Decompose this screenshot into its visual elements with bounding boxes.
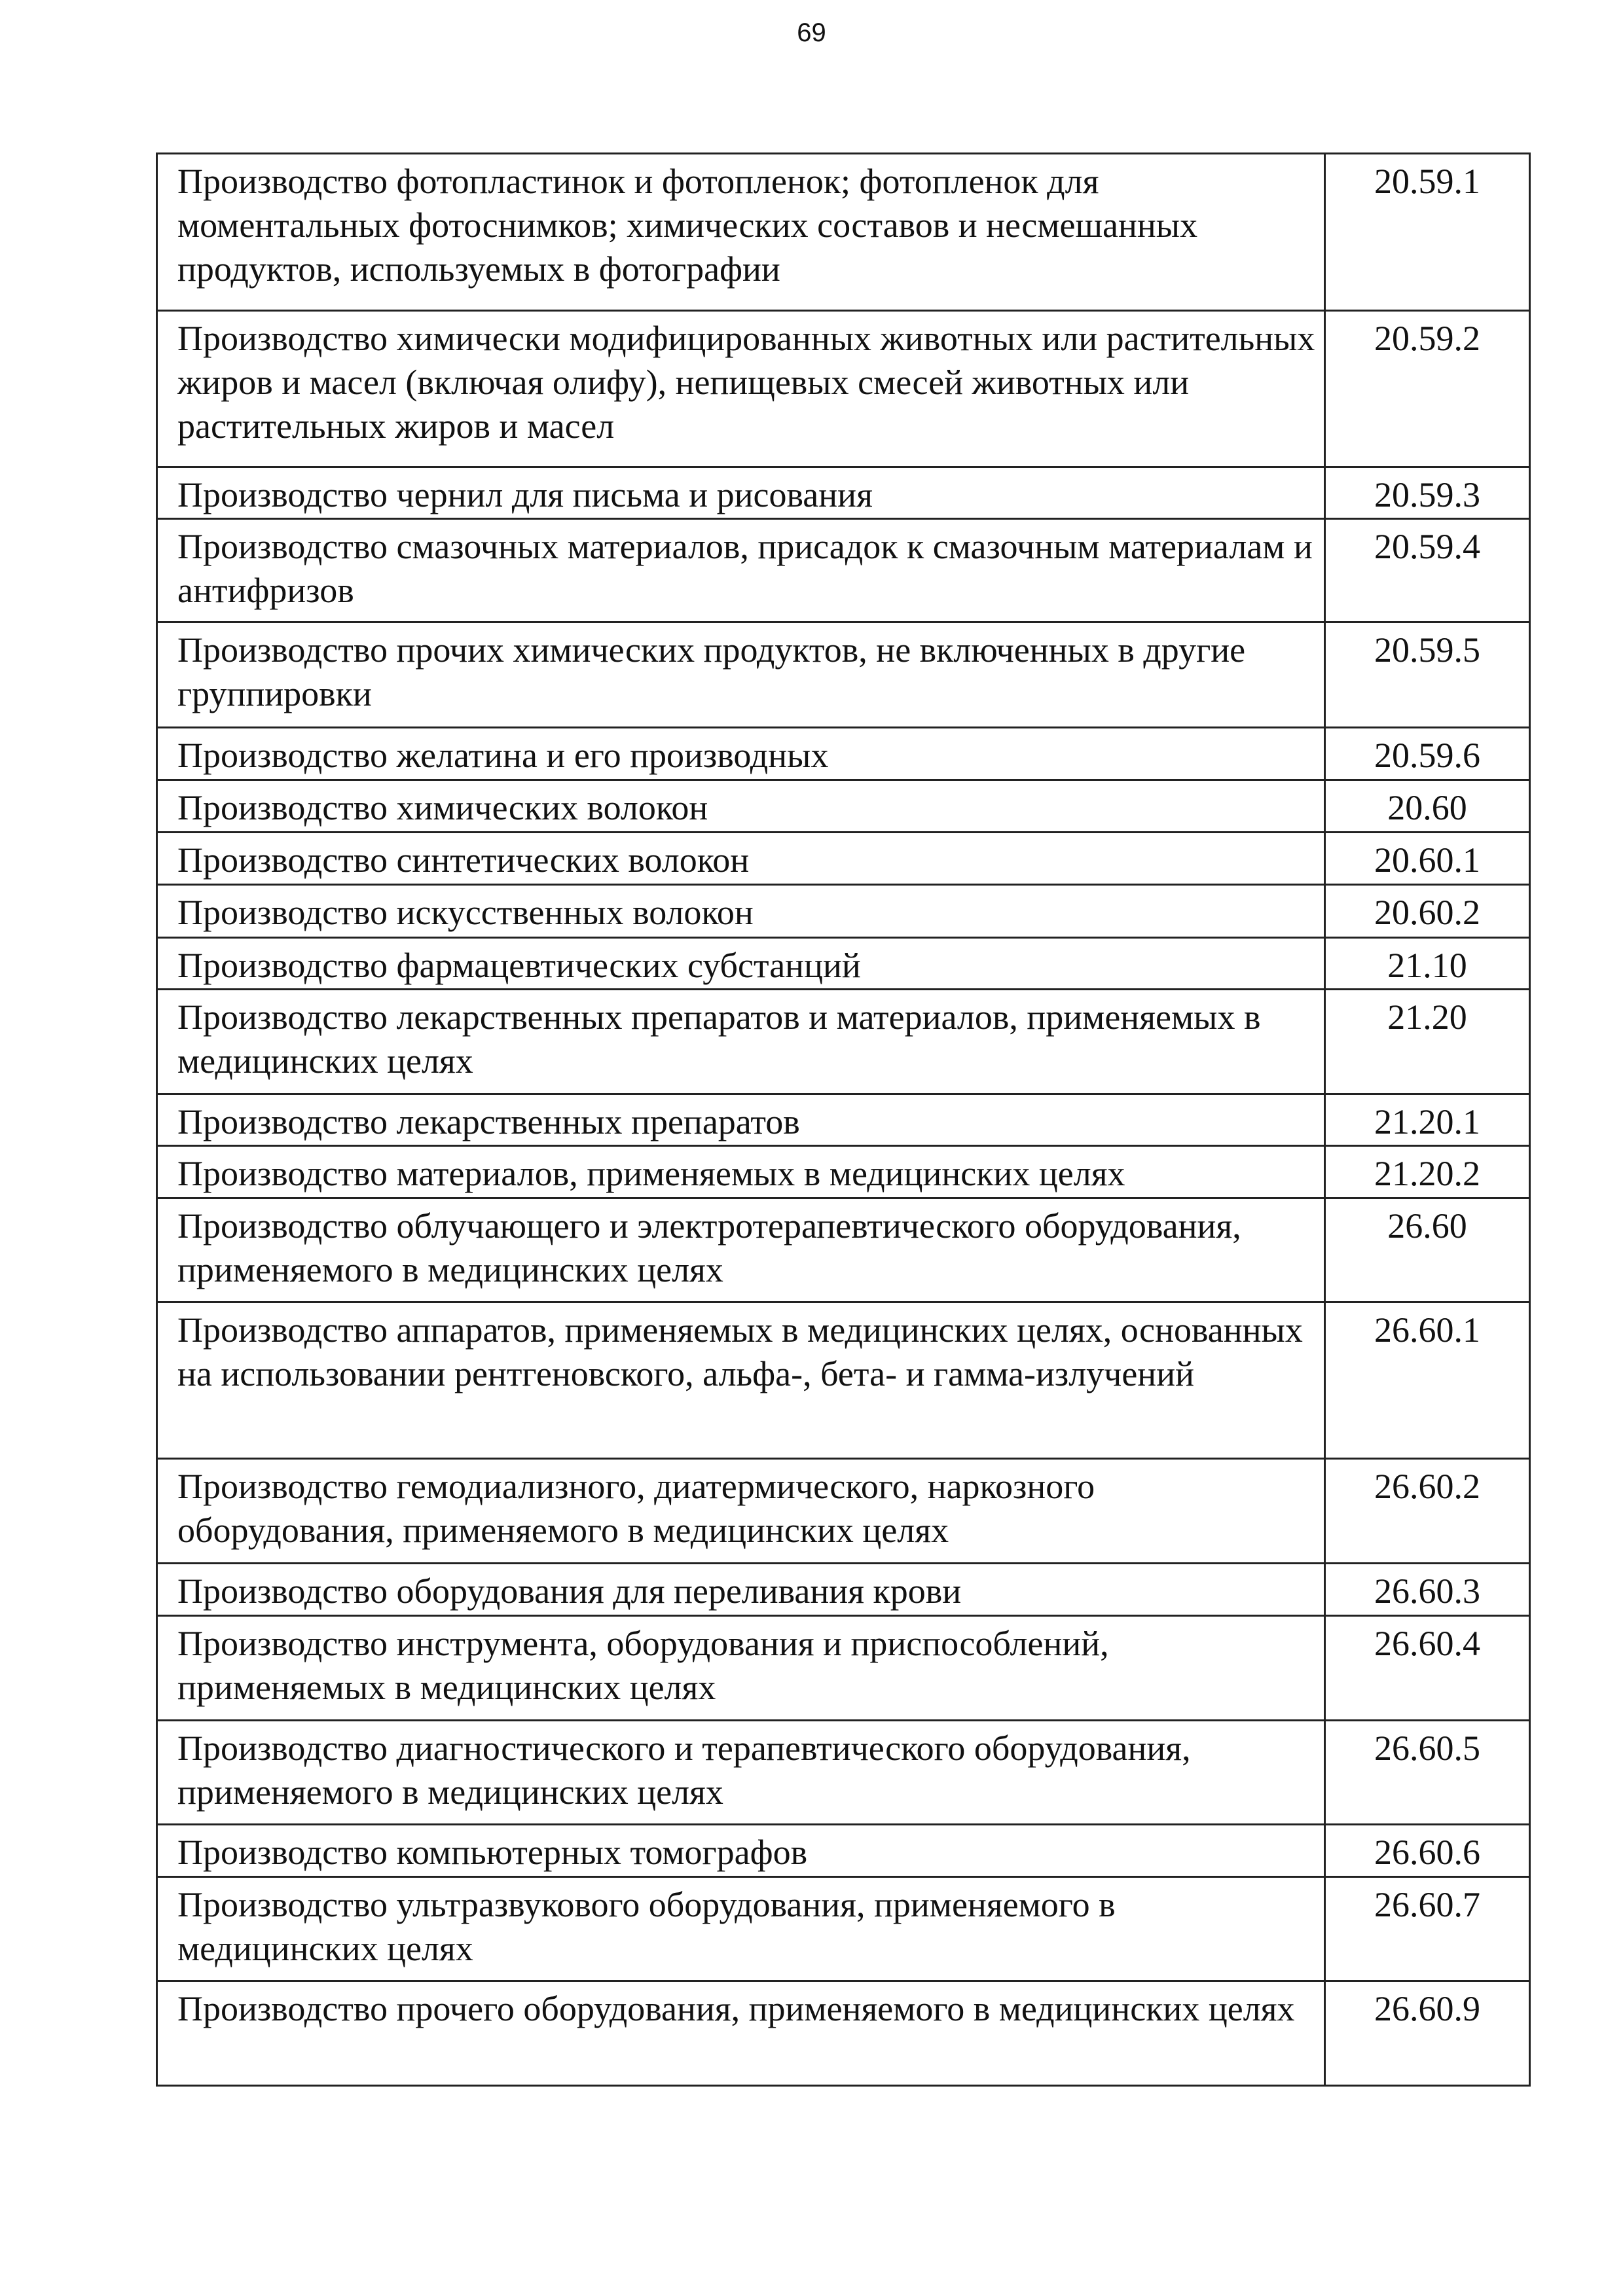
activity-name-cell: Производство синтетических волокон	[157, 833, 1325, 885]
activity-code-cell: 20.59.6	[1325, 728, 1530, 780]
activity-code-cell: 26.60.1	[1325, 1302, 1530, 1459]
activity-name-cell: Производство лекарственных препаратов и материалов, применяемых в медицинских целях	[157, 990, 1325, 1094]
activity-code-cell: 21.20.1	[1325, 1094, 1530, 1146]
table-row	[157, 467, 1530, 519]
table-row	[157, 1877, 1530, 1981]
table-row	[157, 1825, 1530, 1877]
activity-code-cell: 26.60	[1325, 1198, 1530, 1302]
activity-code-cell: 20.60	[1325, 780, 1530, 833]
table-row	[157, 1564, 1530, 1616]
activity-code-cell: 26.60.5	[1325, 1721, 1530, 1825]
activity-code-cell: 26.60.2	[1325, 1459, 1530, 1564]
activity-name-cell: Производство аппаратов, применяемых в медицинских целях, основанных на использовании рентгеновского, альфа-, бета- и гамма-излучений	[157, 1302, 1325, 1459]
activity-code-cell: 20.59.1	[1325, 154, 1530, 311]
activity-name-cell: Производство смазочных материалов, присадок к смазочным материалам и антифризов	[157, 519, 1325, 622]
activity-code-cell: 21.20.2	[1325, 1146, 1530, 1198]
activity-name-cell: Производство материалов, применяемых в медицинских целях	[157, 1146, 1325, 1198]
activity-code-cell: 20.59.2	[1325, 311, 1530, 467]
activity-code-cell: 20.59.4	[1325, 519, 1530, 622]
activity-name-cell: Производство ультразвукового оборудования, применяемого в медицинских целях	[157, 1877, 1325, 1981]
table-row	[157, 1302, 1530, 1459]
activity-name-cell: Производство желатина и его производных	[157, 728, 1325, 780]
activity-code-cell: 26.60.6	[1325, 1825, 1530, 1877]
table-row	[157, 311, 1530, 467]
activity-name-cell: Производство компьютерных томографов	[157, 1825, 1325, 1877]
activity-name-cell: Производство инструмента, оборудования и приспособлений, применяемых в медицинских целях	[157, 1616, 1325, 1721]
activity-name-cell: Производство фармацевтических субстанций	[157, 938, 1325, 990]
activity-name-cell: Производство искусственных волокон	[157, 885, 1325, 938]
activity-name-cell: Производство облучающего и электротерапевтического оборудования, применяемого в медицинских целях	[157, 1198, 1325, 1302]
table-row	[157, 728, 1530, 780]
table-row	[157, 990, 1530, 1094]
table-row	[157, 154, 1530, 311]
activity-name-cell: Производство прочих химических продуктов, не включенных в другие группировки	[157, 622, 1325, 728]
table-row	[157, 780, 1530, 833]
activity-code-cell: 20.59.3	[1325, 467, 1530, 519]
table-row	[157, 1616, 1530, 1721]
page-number: 69	[797, 18, 826, 47]
activity-code-cell: 20.60.2	[1325, 885, 1530, 938]
activity-name-cell: Производство диагностического и терапевтического оборудования, применяемого в медицинских целях	[157, 1721, 1325, 1825]
table-row	[157, 885, 1530, 938]
activity-code-cell: 26.60.4	[1325, 1616, 1530, 1721]
table-row	[157, 622, 1530, 728]
activity-name-cell: Производство оборудования для переливания крови	[157, 1564, 1325, 1616]
activity-name-cell: Производство лекарственных препаратов	[157, 1094, 1325, 1146]
activity-code-table	[156, 152, 1531, 2087]
activity-name-cell: Производство чернил для письма и рисования	[157, 467, 1325, 519]
activity-code-cell: 20.60.1	[1325, 833, 1530, 885]
activity-code-cell: 20.59.5	[1325, 622, 1530, 728]
table-row	[157, 1981, 1530, 2086]
table-row	[157, 833, 1530, 885]
table-row	[157, 1198, 1530, 1302]
table-row	[157, 1721, 1530, 1825]
table-row	[157, 1146, 1530, 1198]
activity-name-cell: Производство химических волокон	[157, 780, 1325, 833]
table-row	[157, 519, 1530, 622]
activity-name-cell: Производство фотопластинок и фотопленок; фотопленок для моментальных фотоснимков; химических составов и несмешанных продуктов, используемых в фотографии	[157, 154, 1325, 311]
activity-code-cell: 26.60.7	[1325, 1877, 1530, 1981]
activity-code-cell: 21.10	[1325, 938, 1530, 990]
activity-name-cell: Производство прочего оборудования, применяемого в медицинских целях	[157, 1981, 1325, 2086]
activity-name-cell: Производство гемодиализного, диатермического, наркозного оборудования, применяемого в медицинских целях	[157, 1459, 1325, 1564]
activity-name-cell: Производство химически модифицированных животных или растительных жиров и масел (включая олифу), непищевых смесей животных или растительных жиров и масел	[157, 311, 1325, 467]
activity-code-cell: 26.60.3	[1325, 1564, 1530, 1616]
table-row	[157, 938, 1530, 990]
table-row	[157, 1459, 1530, 1564]
table-row	[157, 1094, 1530, 1146]
activity-code-cell: 26.60.9	[1325, 1981, 1530, 2086]
activity-code-cell: 21.20	[1325, 990, 1530, 1094]
